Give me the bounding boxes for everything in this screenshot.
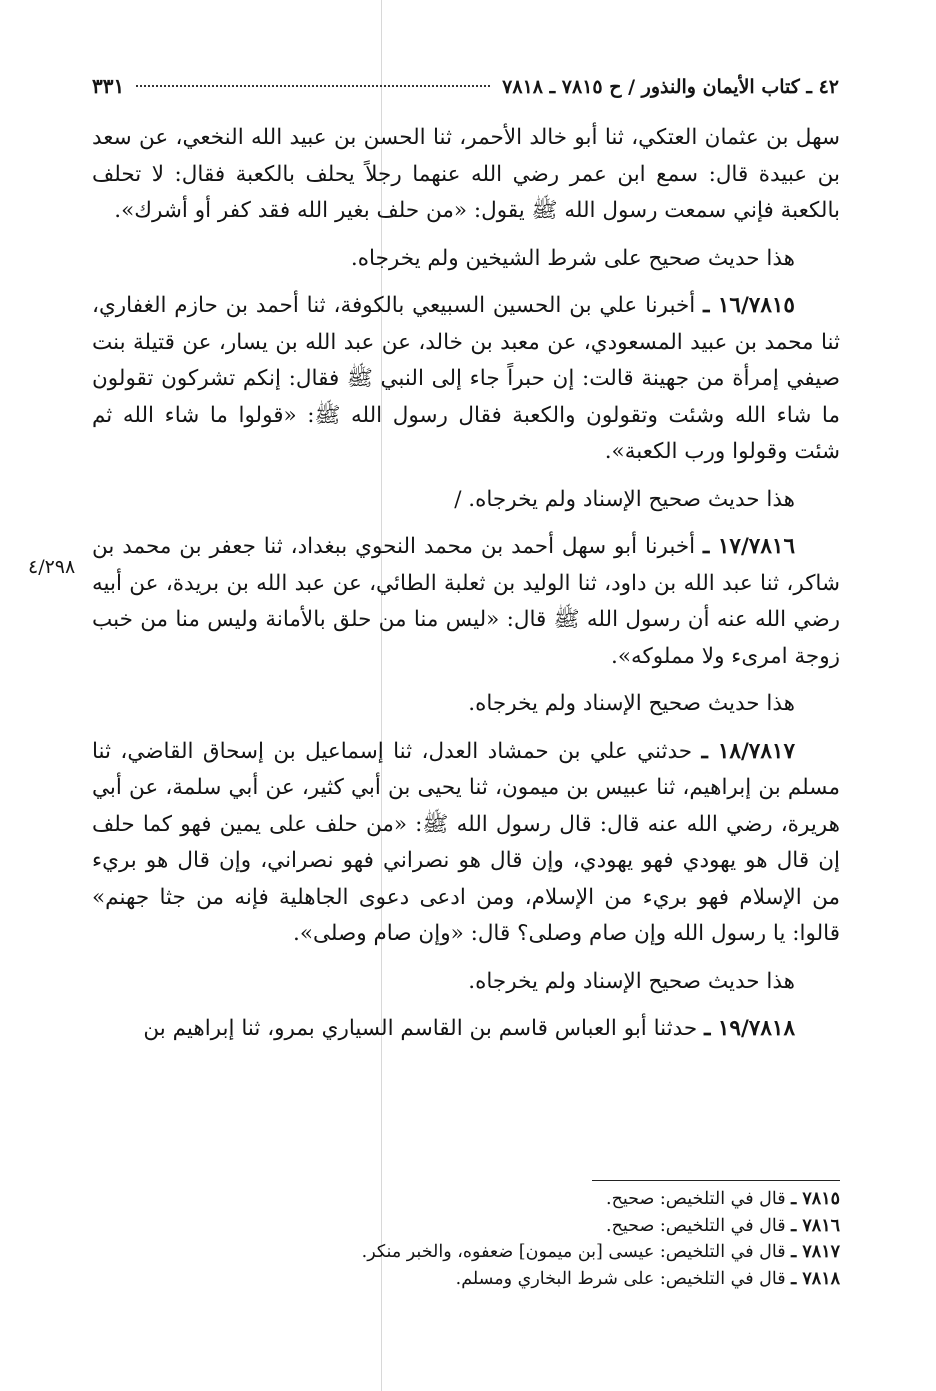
- main-text: [92, 120, 840, 1059]
- margin-volume-page-reference: ٤/٢٩٨: [28, 556, 76, 578]
- hadith-number: ١٩/٧٨١٨ ـ: [704, 1016, 795, 1041]
- hadith-paragraph: [92, 1011, 840, 1048]
- paragraph-text: حدثنا أبو العباس قاسم بن القاسم السياري بمرو، ثنا إبراهيم بن: [143, 1016, 698, 1041]
- paragraph-text: أخبرنا علي بن الحسين السبيعي بالكوفة، ثنا أحمد بن حازم الغفاري، ثنا محمد بن عبيد المسعودي، عن معبد بن خالد، عن عبد الله بن يسار، عن قتيلة بنت صيفي إمرأة من جهينة قالت: إن حبراً جاء إلى النبي ﷺ فقال: إنكم تشركون تقولون ما شاء الله وشئت وتقولون والكعبة فقال رسول الله ﷺ: «قولوا ما شاء الله ثم شئت وقولوا ورب الكعبة».: [92, 293, 840, 464]
- hadith-paragraph: [92, 288, 840, 471]
- hadith-paragraph: [92, 529, 840, 675]
- footnote: [300, 1213, 840, 1240]
- footnote-text: قال في التلخيص: على شرط البخاري ومسلم.: [455, 1268, 786, 1289]
- paragraph-text: هذا حديث صحيح على شرط الشيخين ولم يخرجاه.: [350, 245, 795, 271]
- footnote-number: ٧٨١٥ ـ: [791, 1189, 840, 1209]
- verdict-line: [92, 241, 840, 278]
- footnote-separator: [592, 1180, 840, 1181]
- paragraph-text: سهل بن عثمان العتكي، ثنا أبو خالد الأحمر، ثنا الحسن بن عبيد الله النخعي، عن سعد بن عبيدة قال: سمع ابن عمر رضي الله عنهما رجلاً يحلف بالكعبة فقال: لا تحلف بالكعبة فإني سمعت رسول الله ﷺ يقول: «من حلف بغير الله فقد كفر أو أشرك».: [92, 125, 840, 223]
- footnote-text: قال في التلخيص: صحيح.: [606, 1189, 786, 1209]
- footnote-number: ٧٨١٨ ـ: [791, 1268, 840, 1289]
- footnote-text: قال في التلخيص: صحيح.: [606, 1215, 786, 1236]
- verdict-line: [92, 964, 840, 1001]
- dot-leader: [136, 85, 490, 87]
- page-number: ٣٣١: [92, 74, 125, 98]
- footnote-number: ٧٨١٦ ـ: [791, 1215, 840, 1236]
- paragraph-continuation: [92, 120, 840, 230]
- paragraph-text: أخبرنا أبو سهل أحمد بن محمد النحوي ببغداد، ثنا جعفر بن محمد بن شاكر، ثنا عبد الله بن داود، ثنا الوليد بن ثعلبة الطائي، عن عبد الله بن بريدة، عن أبيه رضي الله عنه أن رسول الله ﷺ قال: «ليس منا من حلق بالأمانة وليس منا من خبب زوجة امرىء ولا مملوكه».: [92, 534, 840, 669]
- paragraph-text: هذا حديث صحيح الإسناد ولم يخرجاه.: [468, 968, 795, 994]
- hadith-number: ١٨/٧٨١٧ ـ: [701, 738, 795, 764]
- footnote: [300, 1266, 840, 1293]
- hadith-paragraph: [92, 734, 840, 953]
- running-title: ٤٢ ـ كتاب الأيمان والنذور / ح ٧٨١٥ ـ ٧٨١٨: [502, 76, 839, 98]
- hadith-number: ١٧/٧٨١٦ ـ: [703, 534, 795, 559]
- footnote: [300, 1186, 840, 1213]
- hadith-number: ١٦/٧٨١٥ ـ: [703, 293, 795, 318]
- verdict-line: [92, 686, 840, 723]
- paragraph-text: هذا حديث صحيح الإسناد ولم يخرجاه. /: [454, 486, 795, 512]
- footnote-number: ٧٨١٧ ـ: [791, 1242, 840, 1262]
- paragraph-text: هذا حديث صحيح الإسناد ولم يخرجاه.: [468, 691, 795, 716]
- running-header: [92, 74, 839, 104]
- verdict-line: [92, 482, 840, 519]
- paragraph-text: حدثني علي بن حمشاد العدل، ثنا إسماعيل بن إسحاق القاضي، ثنا مسلم بن إبراهيم، ثنا عبيس بن ميمون، ثنا يحيى بن أبي كثير، عن أبي سلمة، عن أبي هريرة، رضي الله عنه قال: قال رسول الله ﷺ: «من حلف على يمين فهو كما حلف إن قال هو يهودي فهو يهودي، وإن قال هو نصراني فهو نصراني، وإن قال هو بريء من الإسلام فهو بريء من الإسلام، ومن ادعى دعوى الجاهلية فإنه من جثا جهنم» قالوا: يا رسول الله وإن صام وصلى؟ قال: «وإن صام وصلى».: [92, 738, 840, 946]
- footnote-text: قال في التلخيص: عيسى [بن ميمون] ضعفوه، والخبر منكر.: [361, 1242, 786, 1262]
- footnote: [300, 1239, 840, 1266]
- footnotes: [300, 1186, 840, 1292]
